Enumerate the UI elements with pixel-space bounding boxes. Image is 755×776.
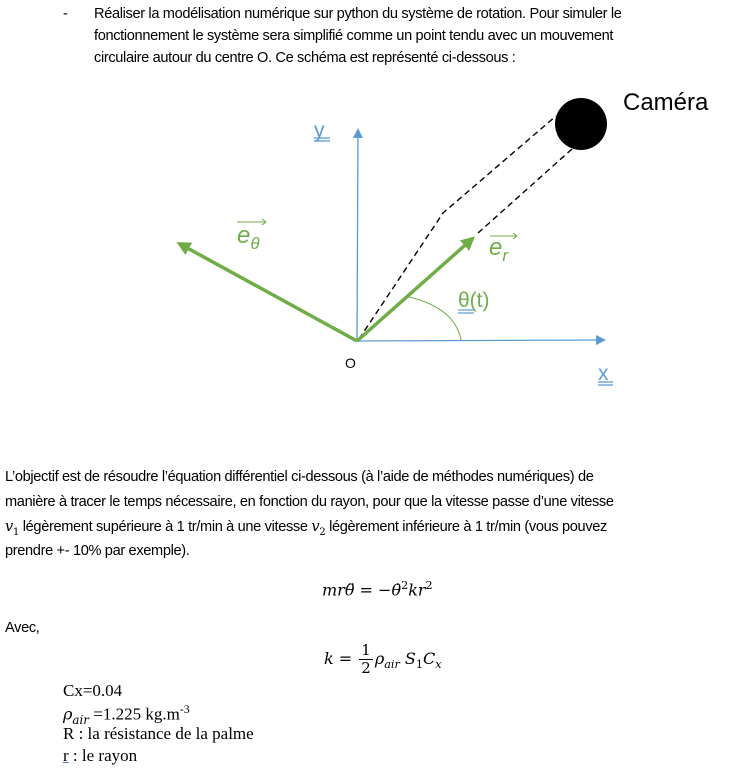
bullet-dash: - [63,6,68,22]
rho-sub: air [384,658,400,672]
param-r-symbol: r [63,746,69,765]
one-half-fraction [359,642,373,677]
objective-line-3-mid: légèrement supérieure à 1 tr/min à une vitesse [19,519,312,535]
e-theta-e: e [237,222,251,249]
e-r-sub: r [502,246,509,265]
v2-symbol: v [311,518,320,535]
x-axis-label: x [598,362,609,385]
intro-line-2: fonctionnement le système sera simplifié comme un point tendu avec un mouvement [94,28,614,44]
camera-icon [555,98,607,150]
k-lhs: k = [324,649,358,668]
rho-symbol: ρ [374,649,385,668]
param-r [63,746,137,766]
param-rho-value: =1.225 kg.m [88,704,180,724]
objective-line-2: manière à tracer le temps nécessaire, en fonction du rayon, pour que la vitesse passe d’une vitesse [5,494,614,510]
e-theta-vector [180,244,357,341]
theta-label: θ(t) [458,289,490,312]
avec-label: Avec, [5,620,40,636]
e-theta-sub: θ [250,234,260,253]
v1-sub: 1 [12,526,20,538]
fraction-denominator: 2 [361,659,371,677]
param-rho-exp: -3 [179,702,190,716]
differential-equation [322,579,433,599]
intro-line-1: Réaliser la modélisation numérique sur python du système de rotation. Pour simuler le [94,6,622,22]
y-axis [357,130,358,341]
objective-line-1: L’objectif est de résoudre l’équation différentiel ci-dessous (à l’aide de méthodes numériques) de [5,469,594,485]
e-r-label [489,234,509,265]
equation-exp-1: 2 [401,579,409,592]
origin-label: O [345,355,356,371]
param-rho-sub: air [72,713,89,728]
camera-label: Caméra [623,89,709,116]
dashed-line-inner [478,149,572,233]
objective-line-4: prendre +- 10% par exemple). [5,543,190,559]
fraction-numerator: 1 [361,641,371,659]
s-symbol: S [399,649,416,668]
param-r-text: : le rayon [68,746,138,765]
e-theta-label [237,222,260,253]
s-sub: 1 [415,658,424,672]
v1-symbol: v [5,518,13,535]
param-rho-symbol: ρ [63,704,73,724]
equation-exp-2: 2 [425,579,433,592]
equation-rhs: kr [408,580,426,600]
c-symbol: C [423,649,436,668]
k-formula [324,642,442,677]
v2-sub: 2 [319,526,326,538]
y-axis-label: y [314,119,325,142]
equation-lhs: mrθ̈ = −θ̇ [322,580,402,600]
param-R: R : la résistance de la palme [63,724,254,743]
x-axis [357,340,604,341]
theta-arc [409,297,461,340]
objective-line-3-end: légèrement inférieure à 1 tr/min (vous pouvez [325,519,607,535]
param-cx: Cx=0.04 [63,681,123,700]
e-r-e: e [489,234,503,261]
e-r-vector [357,239,472,341]
objective-line-3 [5,518,607,538]
c-sub: x [435,658,442,672]
intro-line-3: circulaire autour du centre O. Ce schéma est représenté ci-dessous : [94,50,516,66]
